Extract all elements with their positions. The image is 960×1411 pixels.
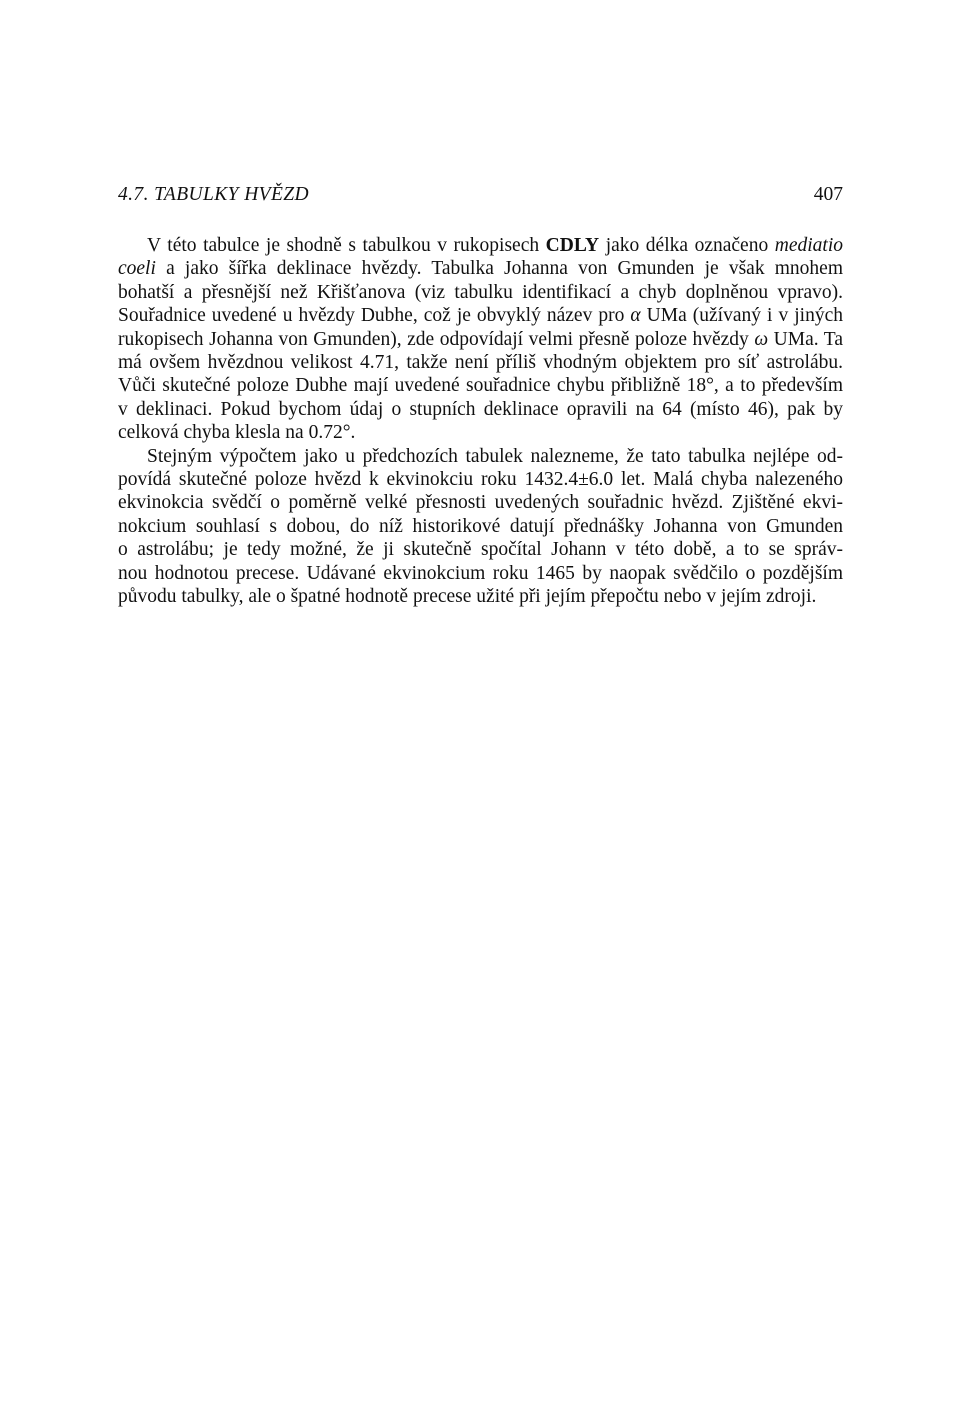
- text-line: V této tabulce je shodně s tabulkou v rukopisech CDLY jako délka označeno mediatio: [147, 235, 844, 256]
- paragraph: [118, 234, 843, 445]
- text-line: má ovšem hvězdnou velikost 4.71, takže není příliš vhodným objektem pro síť astrolábu.: [118, 352, 843, 374]
- body-text: [118, 234, 843, 609]
- text-line: Vůči skutečné poloze Dubhe mají uvedené souřadnice chybu přibližně 18°, a to především: [118, 375, 843, 397]
- text-line: coeli a jako šířka deklinace hvězdy. Tabulka Johanna von Gmunden je však mnohem: [118, 258, 843, 280]
- text-line: o astrolábu; je tedy možné, že ji skutečně spočítal Johann v této době, a to se správ-: [118, 539, 843, 561]
- italic-term: mediatio: [774, 235, 844, 256]
- text-line: v deklinaci. Pokud bychom údaj o stupních deklinace opravili na 64 (místo 46), pak by: [118, 398, 843, 420]
- italic-term: ω: [754, 328, 769, 350]
- text-line: nokcium souhlasí s dobou, do níž historikové datují přednášky Johanna von Gmunden: [118, 515, 843, 537]
- italic-term: coeli: [118, 258, 156, 280]
- text-line: Stejným výpočtem jako u předchozích tabulek nalezneme, že tato tabulka nejlépe od-: [147, 445, 843, 467]
- italic-term: α: [630, 305, 641, 327]
- text-line: bohatší a přesnější než Křišťanova (viz tabulku identifikací a chyb doplněnou vpravo).: [118, 281, 843, 303]
- text-line: rukopisech Johanna von Gmunden), zde odpovídají velmi přesně poloze hvězdy ω UMa. Ta: [118, 328, 843, 350]
- text-line: původu tabulky, ale o špatné hodnotě precese užité při jejím přepočtu nebo v jejím zdroji.: [118, 586, 817, 608]
- text-line: povídá skutečné poloze hvězd k ekvinokciu roku 1432.4±6.0 let. Malá chyba nalezeného: [118, 469, 843, 491]
- page-number: 407: [813, 184, 843, 205]
- text-line: nou hodnotou precese. Udávané ekvinokcium roku 1465 by naopak svědčilo o pozdějším: [118, 562, 843, 584]
- section-title: 4.7. TABULKY HVĚZD: [118, 184, 310, 205]
- running-head: [118, 182, 843, 208]
- text-line: ekvinokcia svědčí o poměrně velké přesnosti uvedených souřadnic hvězd. Zjištěné ekvi-: [118, 492, 843, 514]
- text-line: celková chyba klesla na 0.72°.: [118, 422, 356, 444]
- text-line: Souřadnice uvedené u hvězdy Dubhe, což je obvyklý název pro α UMa (užívaný i v jiných: [118, 305, 843, 327]
- bold-term: CDLY: [545, 235, 600, 256]
- paragraph: [118, 445, 843, 609]
